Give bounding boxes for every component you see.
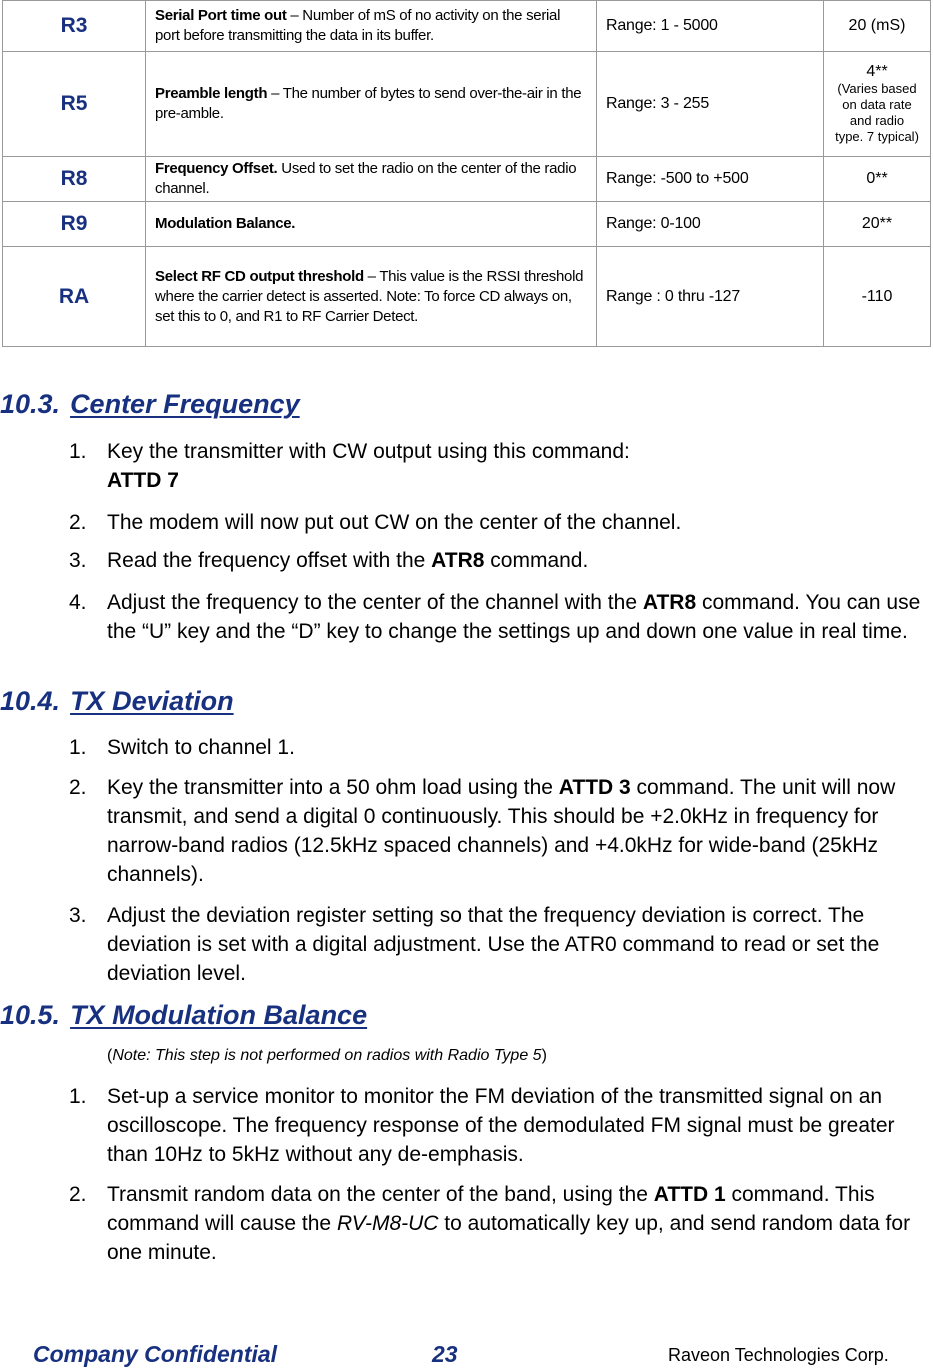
- register-range: Range: 3 - 255: [597, 52, 824, 157]
- table-row: [3, 202, 931, 247]
- list-number: 2.: [69, 511, 87, 534]
- register-description: [146, 157, 597, 202]
- register-default: [824, 52, 931, 157]
- section-title: TX Modulation Balance: [70, 1000, 368, 1030]
- register-range: Range: 1 - 5000: [597, 1, 824, 52]
- default-note-line: on data rate: [842, 97, 912, 112]
- register-description: [146, 1, 597, 52]
- section-note: (Note: This step is not performed on radios with Radio Type 5): [107, 1047, 547, 1064]
- command-text: ATTD 7: [107, 469, 179, 492]
- command-text: ATTD 3: [558, 776, 631, 799]
- register-default: [824, 1, 931, 52]
- register-name: Preamble length: [155, 85, 268, 102]
- default-note-line: (Varies based: [837, 81, 917, 96]
- table-row: [3, 1, 931, 52]
- section-title: Center Frequency: [70, 389, 300, 419]
- table-row: [3, 157, 931, 202]
- list-number: 4.: [69, 591, 87, 614]
- register-name: Modulation Balance.: [155, 215, 296, 232]
- register-description-text: – This value is the RSSI threshold where the carrier detect is asserted. Note: To force CD always on, set this to 0, and R1 to RF Carrier Detect.: [155, 267, 584, 325]
- register-table: [2, 0, 931, 347]
- register-description-text: – The number of bytes to send over-the-air in the pre-amble.: [155, 85, 582, 122]
- register-description-text: Used to set the radio on the center of the radio channel.: [155, 160, 577, 197]
- list-text: Switch to channel 1.: [107, 736, 295, 759]
- register-default: [824, 157, 931, 202]
- register-description-text: – Number of mS of no activity on the serial port before transmitting the data in its buffer.: [155, 7, 561, 44]
- default-value: 4**: [866, 63, 888, 80]
- section-heading-center-frequency: [0, 389, 300, 420]
- confidential-label: Company Confidential: [33, 1341, 278, 1367]
- list-number: 1.: [69, 1085, 87, 1108]
- section-number: 10.4.: [0, 686, 61, 716]
- list-text: The modem will now put out CW on the center of the channel.: [107, 511, 682, 534]
- default-note-line: and radio: [849, 113, 905, 128]
- register-name: Frequency Offset.: [155, 160, 278, 177]
- command-text: ATTD 1: [653, 1183, 726, 1206]
- register-id: R3: [3, 1, 146, 52]
- section-heading-tx-deviation: [0, 686, 234, 717]
- register-default: [824, 247, 931, 347]
- register-range: Range: -500 to +500: [597, 157, 824, 202]
- register-range: Range: 0-100: [597, 202, 824, 247]
- list-number: 3.: [69, 904, 87, 927]
- list-number: 2.: [69, 1183, 87, 1206]
- list-text: Adjust the deviation register setting so that the frequency deviation is correct. The deviation is set with a digital adjustment. Use the ATR0 command to read or set the deviation level.: [107, 904, 880, 985]
- list-number: 1.: [69, 736, 87, 759]
- default-value: 0**: [866, 170, 888, 187]
- default-value: 20 (mS): [848, 17, 906, 34]
- company-name: Raveon Technologies Corp.: [668, 1345, 889, 1365]
- default-note-line: type. 7 typical): [835, 129, 919, 144]
- register-id: RA: [3, 247, 146, 347]
- section-number: 10.3.: [0, 389, 61, 419]
- register-id: R9: [3, 202, 146, 247]
- table-row: [3, 247, 931, 347]
- register-description: [146, 247, 597, 347]
- list-text: Key the transmitter with CW output using this command:: [107, 440, 630, 463]
- register-range: Range : 0 thru -127: [597, 247, 824, 347]
- register-id: R8: [3, 157, 146, 202]
- product-name: RV-M8-UC: [336, 1212, 439, 1235]
- list-text: Set-up a service monitor to monitor the FM deviation of the transmitted signal on an oscilloscope. The frequency response of the demodulated FM signal must be greater than 10Hz to 5kHz without any de-emphasis.: [107, 1085, 895, 1166]
- register-description: [146, 202, 597, 247]
- register-default: [824, 202, 931, 247]
- register-name: Serial Port time out: [155, 7, 287, 24]
- note-text: Note: This step is not performed on radios with Radio Type 5: [112, 1047, 542, 1064]
- list-number: 3.: [69, 549, 87, 572]
- register-id: R5: [3, 52, 146, 157]
- default-value: -110: [861, 287, 893, 305]
- list-number: 1.: [69, 440, 87, 463]
- section-title: TX Deviation: [70, 686, 234, 716]
- register-name: Select RF CD output threshold: [155, 267, 364, 285]
- page-footer: [0, 1341, 933, 1371]
- section-number: 10.5.: [0, 1000, 61, 1030]
- command-text: ATR8: [642, 591, 697, 614]
- default-value: 20**: [861, 215, 893, 232]
- list-number: 2.: [69, 776, 87, 799]
- register-description: [146, 52, 597, 157]
- table-row: [3, 52, 931, 157]
- page-number: 23: [432, 1341, 458, 1367]
- section-heading-tx-modulation-balance: [0, 1000, 367, 1031]
- command-text: ATR8: [431, 549, 485, 572]
